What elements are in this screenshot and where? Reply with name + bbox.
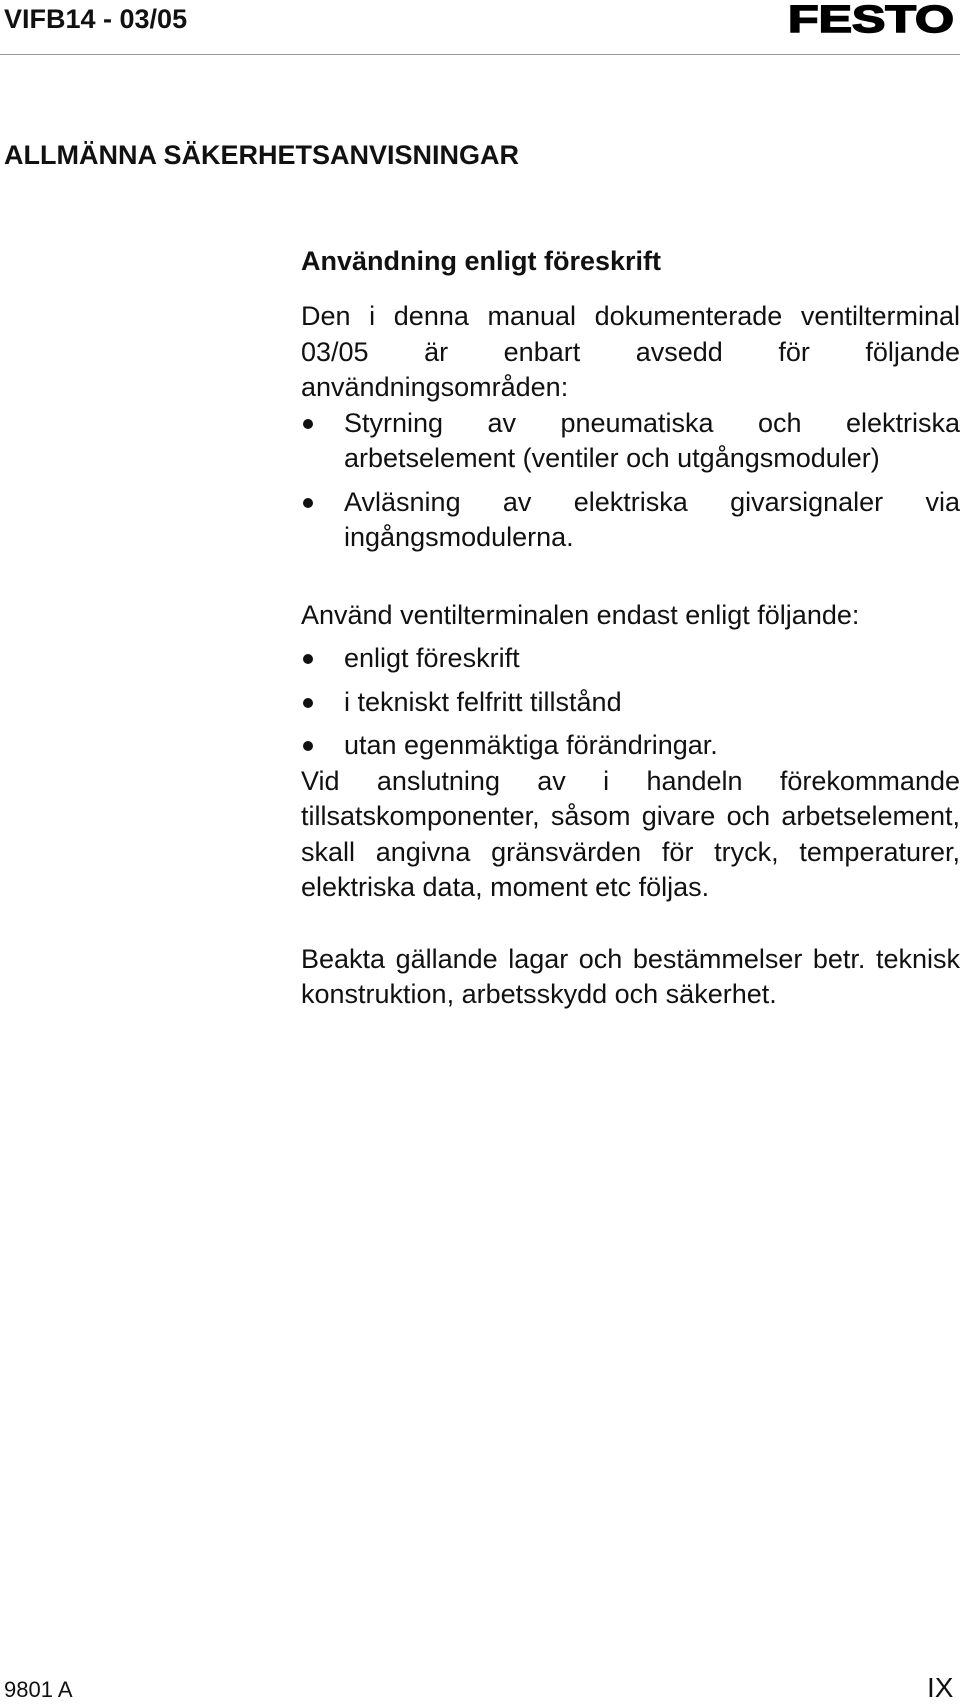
bullet-icon [303, 498, 313, 508]
bullet-icon [303, 654, 313, 664]
bullet-icon [303, 419, 313, 429]
intro-paragraph: Den i denna manual dokumenterade ventilterminal 03/05 är enbart avsedd för följande användningsområden: [301, 301, 960, 402]
page-number: IX [927, 1672, 954, 1703]
conditions-intro: Använd ventilterminalen endast enligt följande: [301, 599, 860, 630]
bullet-icon [303, 698, 313, 708]
list-item-text: utan egenmäktiga förändringar. [344, 730, 718, 760]
list-item-text: enligt föreskrift [344, 643, 520, 673]
list-item [301, 485, 960, 556]
connection-note: Vid anslutning av i handeln förekommande tillsatskomponenter, såsom givare och arbetselement, skall angivna gränsvärden för tryck, temperaturer, elektriska data, moment etc följas. [301, 765, 960, 902]
list-item [301, 641, 960, 677]
footer-code: 9801 A [4, 1677, 73, 1702]
section-title: ALLMÄNNA SÄKERHETSANVISNINGAR [4, 140, 520, 170]
uses-list [301, 406, 960, 556]
header-divider [0, 54, 960, 55]
document-id: VIFB14 - 03/05 [4, 4, 188, 34]
festo-logo [786, 2, 956, 36]
subsection-title: Användning enligt föreskrift [301, 246, 662, 276]
list-item-text: Avläsning av elektriska givarsignaler via ingångsmodulerna. [344, 486, 960, 552]
law-note: Beakta gällande lagar och bestämmelser betr. teknisk konstruktion, arbetsskydd och säkerhet. [301, 943, 960, 1009]
list-item-text: Styrning av pneumatiska och elektriska arbetselement (ventiler och utgångsmoduler) [344, 407, 960, 473]
bullet-icon [303, 741, 313, 751]
main-content [301, 245, 960, 1013]
list-item [301, 728, 960, 764]
list-item [301, 406, 960, 477]
list-item-text: i tekniskt felfritt tillstånd [344, 686, 622, 717]
logo-text: FESTO [788, 2, 954, 36]
list-item [301, 685, 960, 721]
conditions-list [301, 641, 960, 764]
